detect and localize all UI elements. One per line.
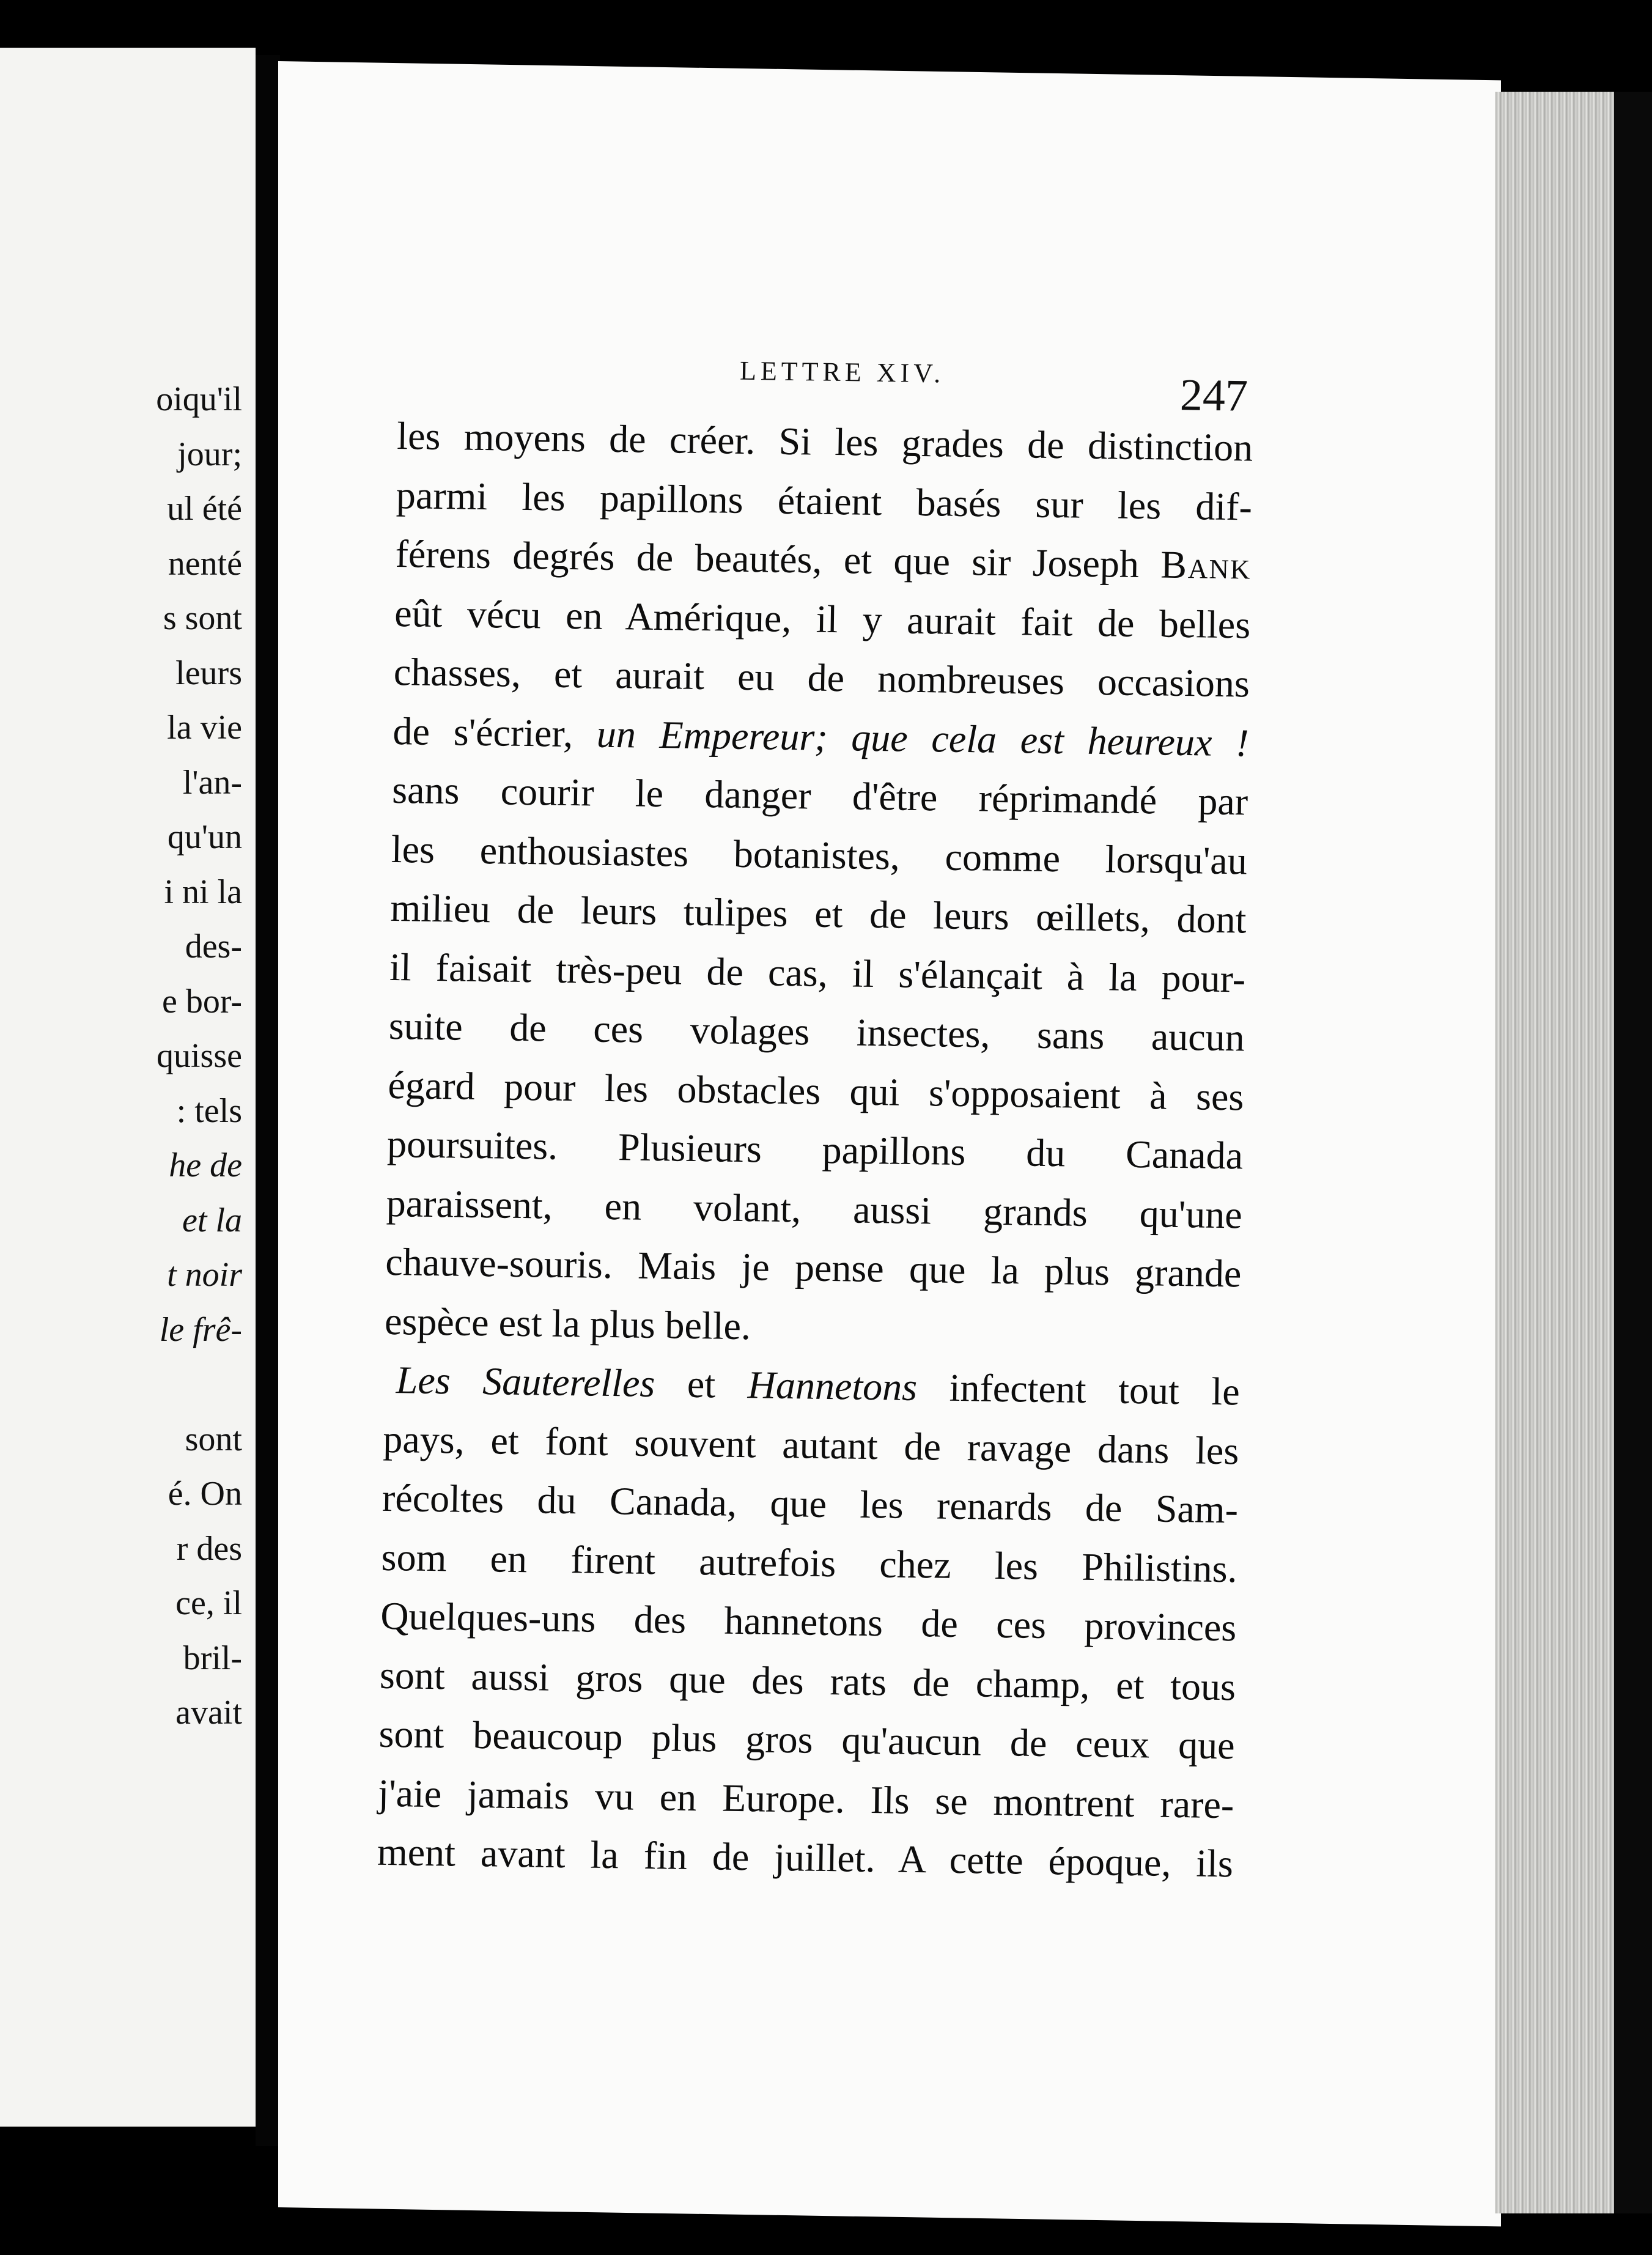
- text-span: suite de ces volages insectes, sans aucun: [388, 1003, 1245, 1060]
- book-gutter: [256, 55, 280, 2146]
- fore-edge-shadow: [1614, 92, 1652, 2213]
- left-page-line: jour;: [177, 435, 242, 473]
- left-page-line: ul été: [167, 490, 242, 528]
- text-span: férens degrés de beautés, et que sir Joseph: [395, 531, 1161, 586]
- text-span: de s'écrier,: [393, 709, 597, 756]
- text-span: poursuites. Plusieurs papillons du Canada: [386, 1121, 1244, 1178]
- text-span: milieu de leurs tulipes et de leurs œillets, dont: [390, 885, 1247, 942]
- text-span: chauve-souris. Mais je pense que la plus grande: [385, 1239, 1242, 1296]
- running-head: LETTRE XIV.: [739, 355, 945, 389]
- left-page-line: he de: [169, 1146, 242, 1184]
- italic-text: Hannetons: [747, 1363, 918, 1409]
- left-page-line: sont: [185, 1420, 242, 1458]
- text-span: som en firent autrefois chez les Philistins.: [381, 1535, 1238, 1590]
- text-span: égard pour les obstacles qui s'opposaient à ses: [388, 1063, 1244, 1118]
- text-span: les moyens de créer. Si les grades de distinction: [396, 413, 1253, 470]
- text-span: ment avant la fin de juillet. A cette époque, ils: [377, 1829, 1234, 1886]
- left-page-line: quisse: [157, 1037, 242, 1075]
- text-span: parmi les papillons étaient basés sur les dif-: [396, 473, 1253, 529]
- left-page-line: é. On: [168, 1475, 242, 1513]
- text-span: Quelques-uns des hannetons de ces provinces: [380, 1593, 1237, 1650]
- text-line: [377, 1823, 1233, 1894]
- left-page-line: oiqu'il: [156, 380, 242, 418]
- text-line: [390, 879, 1247, 950]
- left-page-line: qu'un: [167, 818, 242, 856]
- text-line: [397, 407, 1253, 478]
- text-span: sont beaucoup plus gros qu'aucun de ceux que: [378, 1711, 1236, 1768]
- text-span: récoltes du Canada, que les renards de Sam-: [382, 1475, 1239, 1532]
- text-span: j'aie jamais vu en Europe. Ils se montrent rare-: [377, 1771, 1234, 1826]
- text-span: pays, et font souvent autant de ravage dans les: [382, 1417, 1239, 1472]
- left-page-line: : tels: [176, 1091, 242, 1130]
- body-text: [377, 407, 1253, 1894]
- text-line: [388, 997, 1245, 1068]
- left-page-line: l'an-: [182, 763, 242, 802]
- text-span: les enthousiastes botanistes, comme lorsqu'au: [391, 827, 1248, 882]
- left-page-line: leurs: [175, 654, 242, 692]
- left-facing-page: [0, 48, 256, 2127]
- text-line: [383, 1351, 1240, 1422]
- text-span: et: [654, 1362, 748, 1407]
- left-page-line: t noir: [167, 1256, 242, 1294]
- page-number: 247: [1179, 370, 1248, 421]
- text-line: [382, 1469, 1238, 1540]
- text-span: eût vécu en Amérique, il y aurait fait de belles: [394, 591, 1251, 647]
- text-line: [378, 1705, 1235, 1776]
- left-page-line: nenté: [168, 544, 242, 583]
- italic-text: un Empereur; que cela est heureux !: [596, 712, 1249, 764]
- text-span: il faisait très-peu de cas, il s'élançait à la pour-: [389, 945, 1246, 1000]
- text-line: [385, 1233, 1242, 1304]
- left-page-line: r des: [176, 1529, 242, 1568]
- text-span: sans courir le danger d'être réprimandé par: [391, 767, 1248, 824]
- text-line: [395, 525, 1252, 596]
- text-line: [380, 1587, 1237, 1658]
- left-page-line: la vie: [167, 709, 242, 747]
- small-caps-name: Bank: [1160, 542, 1252, 588]
- text-span: paraissent, en volant, aussi grands qu'une: [386, 1181, 1243, 1236]
- left-page-line: i ni la: [164, 873, 242, 911]
- left-page-line: s sont: [163, 599, 242, 637]
- left-page-line: avait: [175, 1694, 242, 1732]
- text-span: espèce est la plus belle.: [384, 1299, 751, 1348]
- text-line: [386, 1115, 1243, 1186]
- text-span: chasses, et aurait eu de nombreuses occasions: [393, 649, 1250, 706]
- text-span: infectent tout le: [916, 1365, 1241, 1414]
- left-page-line: ce, il: [175, 1584, 242, 1622]
- left-page-line: bril-: [183, 1639, 242, 1677]
- italic-text: Les Sauterelles: [396, 1358, 655, 1406]
- left-page-line: e bor-: [161, 982, 242, 1020]
- text-line: [392, 761, 1248, 832]
- text-line: [393, 643, 1250, 714]
- text-span: sont aussi gros que des rats de champ, et tous: [379, 1653, 1236, 1708]
- left-page-line: et la: [182, 1201, 242, 1239]
- left-page-line: des-: [185, 928, 242, 965]
- left-page-line: le frê-: [159, 1310, 242, 1349]
